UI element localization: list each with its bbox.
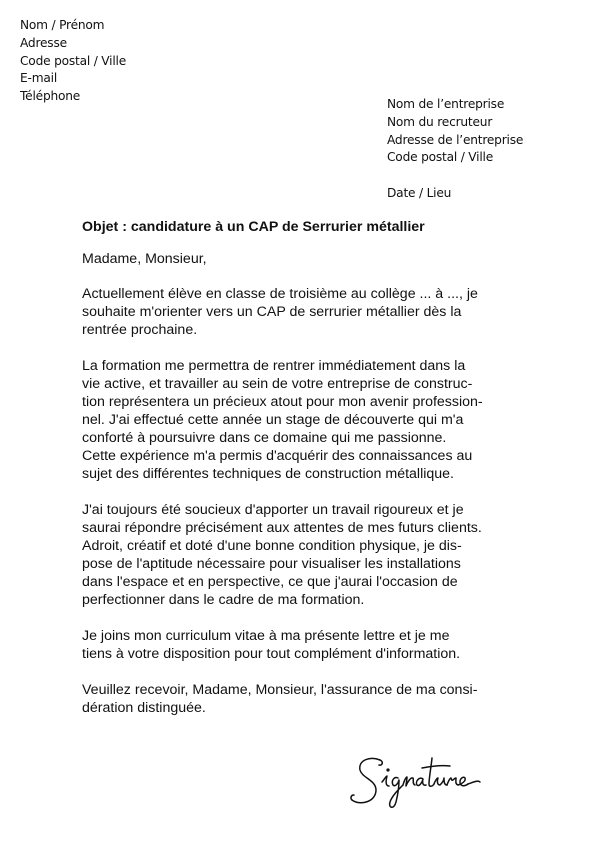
signature (346, 750, 496, 812)
recipient-address: Adresse de l’entreprise (387, 132, 524, 147)
sender-block (20, 17, 126, 106)
sender-email: E-mail (20, 71, 58, 86)
paragraph-line: perfectionner dans le cadre de ma formation. (82, 592, 365, 608)
recipient-postal-city: Code postal / Ville (387, 150, 494, 165)
recipient-block (387, 96, 523, 167)
paragraph-line: tion représentera un précieux atout pour mon avenir profession- (82, 394, 483, 410)
recipient-company: Nom de l’entreprise (387, 97, 505, 111)
paragraph-line: Actuellement élève en classe de troisième au collège ... à ..., je (82, 286, 478, 302)
sender-phone: Téléphone (20, 89, 81, 104)
recipient-recruiter: Nom du recruteur (387, 114, 493, 129)
letter-body (82, 218, 522, 735)
sender-name: Nom / Prénom (20, 18, 105, 32)
paragraph-line: dans l'espace et en perspective, ce que j'aurai l'occasion de (82, 574, 458, 590)
paragraph-cv (82, 627, 522, 663)
sender-postal-city: Code postal / Ville (20, 53, 127, 68)
paragraph-line: Je joins mon curriculum vitae à ma présente lettre et je me (82, 628, 450, 644)
paragraph-line: Veuillez recevoir, Madame, Monsieur, l'assurance de ma consi- (82, 682, 478, 698)
paragraph-line: Adroit, créatif et doté d'une bonne condition physique, je dis- (82, 538, 462, 554)
sender-address: Adresse (20, 35, 67, 50)
signature-script-image (346, 750, 496, 812)
paragraph-line: souhaite m'orienter vers un CAP de serrurier métallier dès la (82, 304, 462, 320)
paragraph-line: J'ai toujours été soucieux d'apporter un travail rigoureux et je (82, 502, 464, 518)
paragraph-closing (82, 681, 522, 717)
paragraph-line: sujet des différentes techniques de construction métallique. (82, 466, 454, 482)
paragraph-line: dération distinguée. (82, 700, 206, 716)
paragraph-line: Cette expérience m'a permis d'acquérir des connaissances au (82, 448, 473, 464)
letter-salutation: Madame, Monsieur, (82, 251, 207, 267)
letter-subject: Objet : candidature à un CAP de Serrurier métallier (82, 219, 425, 235)
paragraph-intro (82, 285, 522, 339)
paragraph-line: tiens à votre disposition pour tout complément d'information. (82, 646, 461, 662)
paragraph-qualities (82, 501, 522, 609)
paragraph-line: conforté à poursuivre dans ce domaine qui me passionne. (82, 430, 447, 446)
paragraph-training (82, 357, 522, 483)
paragraph-line: pose de l'aptitude nécessaire pour visualiser les installations (82, 556, 461, 572)
paragraph-line: rentrée prochaine. (82, 322, 198, 338)
paragraph-line: La formation me permettra de rentrer immédiatement dans la (82, 358, 466, 374)
date-place: Date / Lieu (387, 186, 452, 200)
paragraph-line: nel. J'ai effectué cette année un stage de découverte qui m'a (82, 412, 464, 428)
paragraph-line: saurai répondre précisément aux attentes de mes futurs clients. (82, 520, 482, 536)
paragraph-line: vie active, et travailler au sein de votre entreprise de construc- (82, 376, 473, 392)
